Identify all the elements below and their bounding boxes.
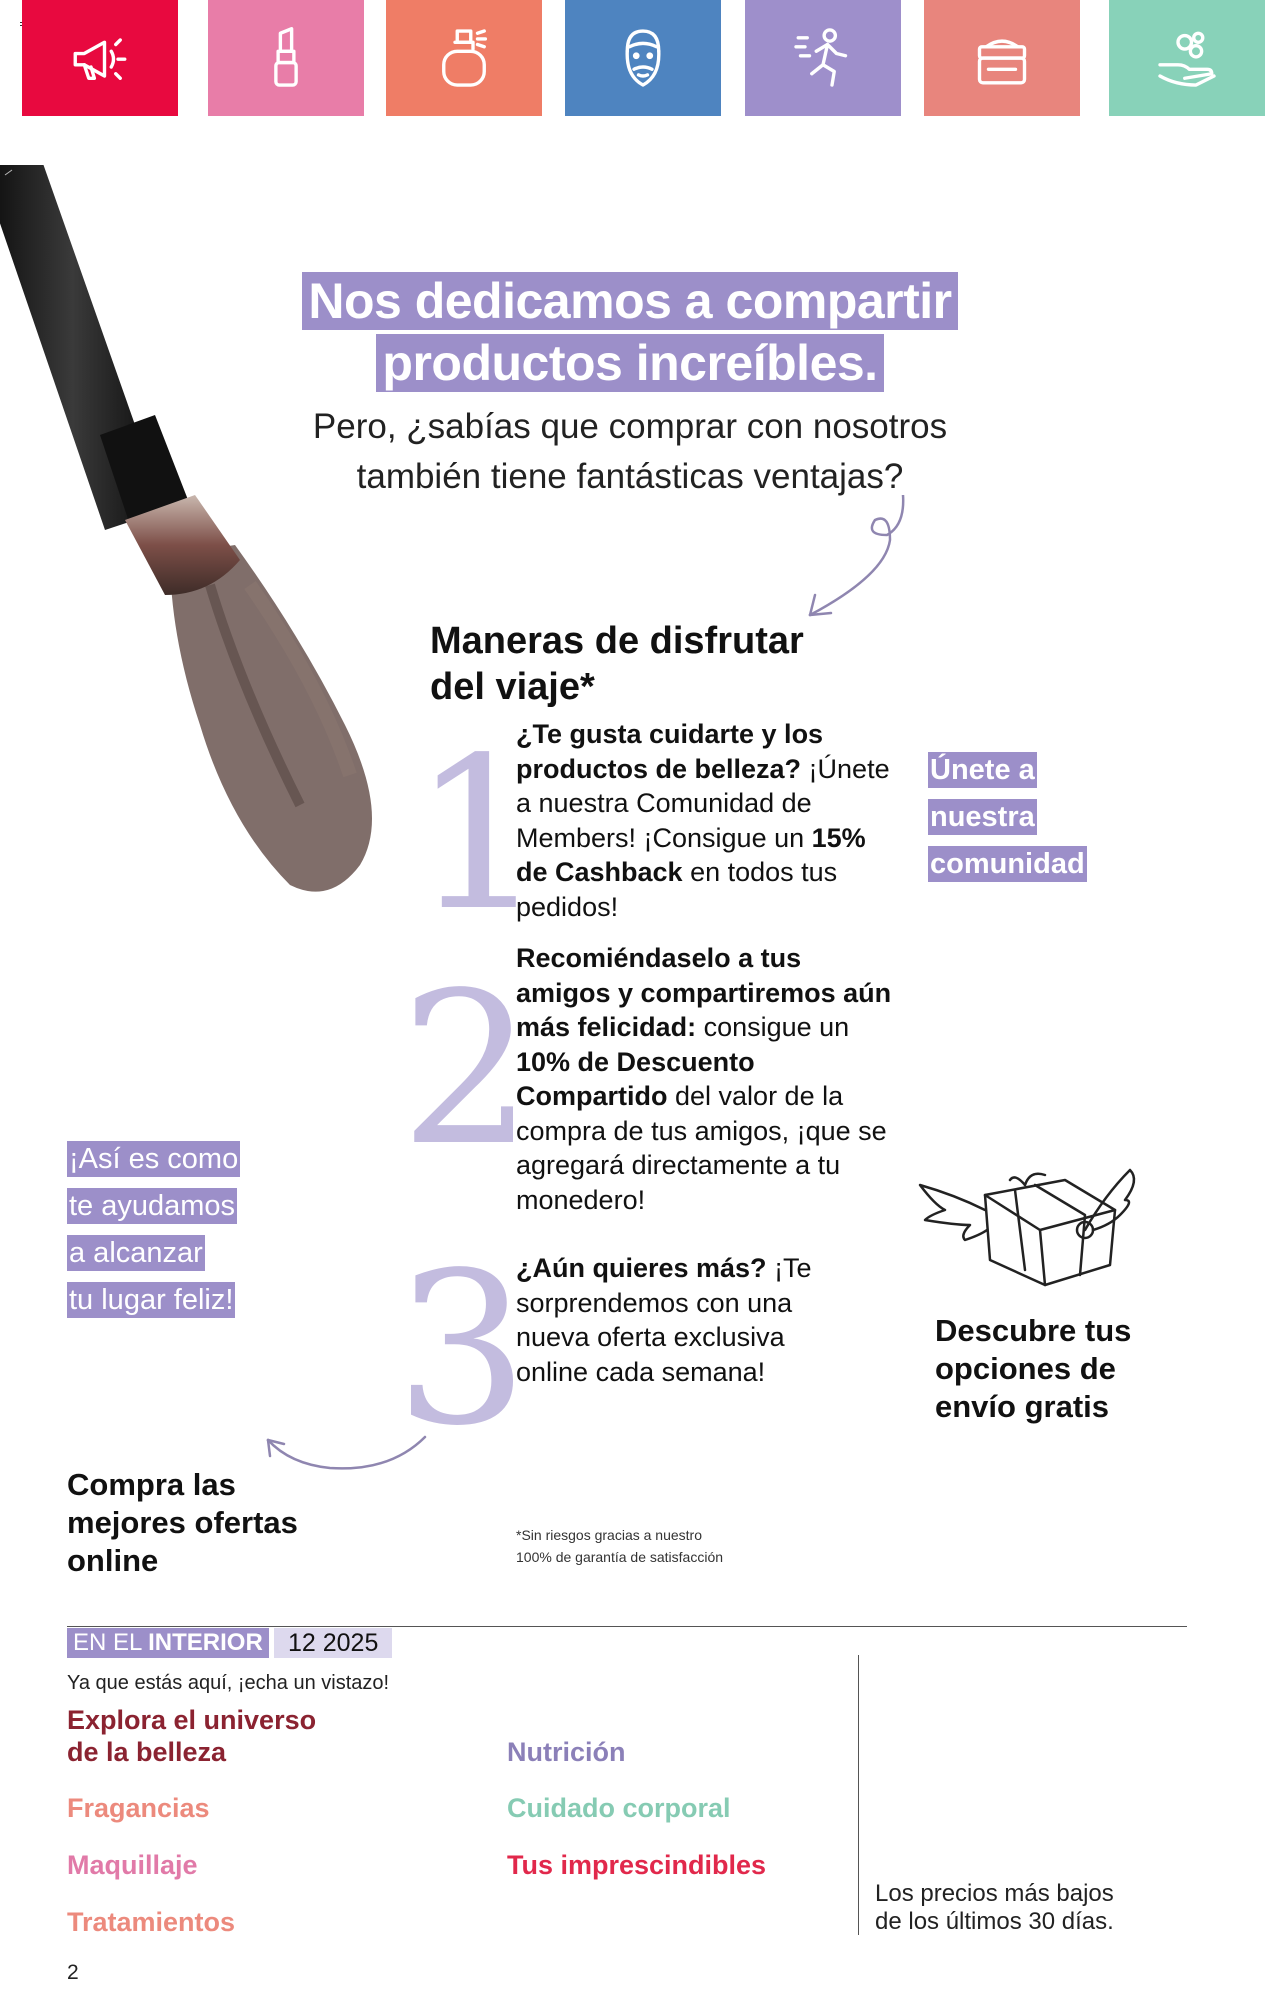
category-tile-men[interactable] (565, 0, 721, 116)
help-tag-line-3: a alcanzar (69, 1237, 203, 1269)
step-2-lead: Recomiéndaselo a tus amigos y compartiremos aún más felicidad: (516, 943, 892, 1042)
step-2-text (516, 941, 896, 1217)
headline-line-2: productos increíbles. (376, 334, 883, 392)
subheadline-line-1: Pero, ¿sabías que comprar con nosotros (312, 407, 948, 446)
step-number-2: 2 (400, 947, 534, 1192)
step-3-body: ¡Te sorprendemos con una nueva oferta exclusiva online cada semana! (516, 1253, 812, 1387)
category-bar (22, 0, 1268, 116)
ways-title-line-2: del viaje* (430, 666, 595, 708)
issue-date-badge: 12 2025 (274, 1628, 392, 1658)
free-shipping-link[interactable] (935, 1312, 1131, 1426)
step-1-cashback: 15% de Cashback (516, 822, 866, 887)
ways-title-line-1: Maneras de disfrutar (430, 620, 804, 662)
footnote-line-1: *Sin riesgos gracias a nuestro (516, 1527, 702, 1543)
menu-link-essentials[interactable]: Tus imprescindibles (507, 1850, 767, 1880)
join-community-link[interactable] (928, 752, 1087, 893)
winged-gift-icon (915, 1135, 1145, 1295)
join-tag-line-1: Únete a (930, 754, 1035, 786)
ways-title (430, 618, 804, 710)
step-2-discount: 10% de Descuento Compartido (516, 1046, 755, 1111)
step-number-3: 3 (395, 1227, 529, 1472)
category-tile-bodycare[interactable] (1109, 0, 1265, 116)
vertical-divider (858, 1655, 859, 1935)
offers-line-2: mejores ofertas (67, 1505, 298, 1540)
lowprice-line-1: Los precios más bajos (875, 1880, 1114, 1907)
section-divider (67, 1626, 1187, 1627)
help-tag-line-2: te ayudamos (69, 1190, 236, 1222)
join-tag-line-2: nuestra (930, 801, 1035, 833)
lipstick-icon (250, 22, 322, 94)
footnote-line-2: 100% de garantía de satisfacción (516, 1549, 724, 1565)
step-3-question: ¿Aún quieres más? (516, 1253, 767, 1283)
footnote (516, 1524, 796, 1568)
headline (0, 272, 1260, 392)
category-tile-makeup[interactable] (208, 0, 364, 116)
inside-label-b: INTERIOR (148, 1629, 263, 1656)
category-tile-news[interactable] (22, 0, 178, 116)
headline-line-1: Nos dedicamos a compartir (302, 272, 957, 330)
help-tag-line-1: ¡Así es como (69, 1143, 239, 1175)
inside-badge (67, 1628, 269, 1658)
page-number: 2 (67, 1961, 79, 1984)
menu-link-makeup[interactable]: Maquillaje (67, 1850, 198, 1880)
offers-line-3: online (67, 1543, 159, 1578)
category-tile-treatments[interactable] (924, 0, 1080, 116)
man-face-icon (607, 22, 679, 94)
shipping-line-2: opciones de (935, 1351, 1116, 1386)
running-person-icon (787, 22, 859, 94)
step-1-body-b: en todos tus pedidos! (516, 857, 838, 922)
step-3-text (516, 1251, 856, 1389)
step-2-body-b: del valor de la compra de tus amigos, ¡que se agregará directamente a tu monedero! (516, 1081, 887, 1215)
offers-line-1: Compra las (67, 1467, 236, 1502)
inside-label-a: EN EL (73, 1629, 149, 1656)
hand-soap-icon (1151, 22, 1223, 94)
category-tile-nutrition[interactable] (745, 0, 901, 116)
perfume-icon (428, 22, 500, 94)
step-number-1: 1 (412, 712, 546, 957)
subheadline-line-2: también tiene fantásticas ventajas? (356, 457, 904, 496)
step-1-body-a: ¡Únete a nuestra Comunidad de Members! ¡Consigue un (516, 753, 890, 853)
lowprice-line-2: de los últimos 30 días. (875, 1908, 1114, 1935)
lowest-price-note (875, 1880, 1165, 1936)
menu-link-fragrances[interactable]: Fragancias (67, 1793, 210, 1823)
curl-arrow-icon (805, 495, 915, 625)
step-1-question: ¿Te gusta cuidarte y los productos de belleza? (516, 719, 824, 784)
step-2-body-a: consigue un (696, 1012, 850, 1042)
help-tag-line-4: tu lugar feliz! (69, 1284, 234, 1316)
beauty-line-1: Explora el universo (67, 1705, 317, 1735)
shipping-line-3: envío gratis (935, 1389, 1109, 1424)
beauty-line-2: de la belleza (67, 1737, 227, 1767)
category-tile-fragrances[interactable] (386, 0, 542, 116)
cream-jar-icon (966, 22, 1038, 94)
menu-link-treatments[interactable]: Tratamientos (67, 1907, 236, 1937)
menu-link-bodycare[interactable]: Cuidado corporal (507, 1793, 731, 1823)
inside-intro: Ya que estás aquí, ¡echa un vistazo! (67, 1672, 390, 1694)
menu-link-nutrition[interactable]: Nutrición (507, 1737, 626, 1767)
happy-place-tag (67, 1141, 240, 1329)
megaphone-icon (64, 22, 136, 94)
subheadline (300, 402, 960, 502)
shipping-line-1: Descubre tus (935, 1313, 1132, 1348)
step-1-text (516, 717, 896, 924)
best-offers-link[interactable] (67, 1466, 298, 1580)
join-tag-line-3: comunidad (930, 848, 1085, 880)
menu-link-beauty-universe[interactable] (67, 1704, 367, 1768)
